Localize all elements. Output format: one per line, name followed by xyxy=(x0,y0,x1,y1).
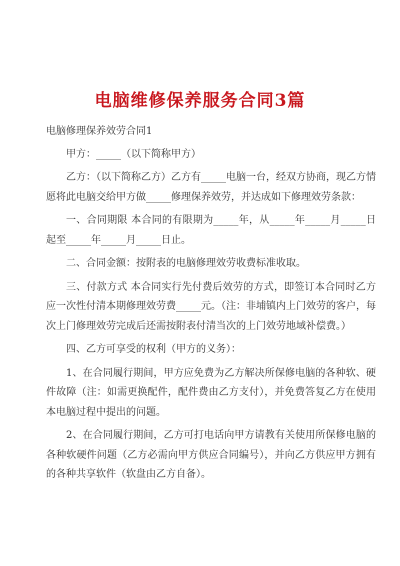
contract-heading: 电脑修理保养效劳合同1 xyxy=(46,126,153,137)
clause-rights-heading: 四、乙方可享受的权利（甲方的义务）： xyxy=(66,344,241,355)
party-b-paragraph: 乙方：（以下简称乙方）乙方有_____电脑一台，经双方协商，现乙方情愿将此电脑交给甲方做_____修理保养效劳，并达成如下修理效劳条款： xyxy=(46,172,376,203)
document-body xyxy=(46,122,376,489)
clause-term: 一、合同期限 本合同的有限期为_____年，从_____年_____月_____日起至_____年_____月_____日止。 xyxy=(46,215,376,246)
clause-rights-item-1: 1、在合同履行期间，甲方应免费为乙方解决所保修电脑的各种软、硬件故障（注：如需更换配件，配件费由乙方支付），并免费答复乙方在使用本电脑过程中提出的问题。 xyxy=(46,367,376,418)
clause-rights-item-2: 2、在合同履行期间，乙方可打电话向甲方请教有关使用所保修电脑的各种软硬件问题（乙方必需向甲方供应合同编号），并向乙方供应甲方拥有的各种共享软件（软盘由乙方自备）。 xyxy=(46,430,376,480)
party-a-line: 甲方：_____（以下简称甲方） xyxy=(66,148,201,160)
clause-amount: 二、合同金额：按附表的电脑修理效劳收费标准收取。 xyxy=(66,258,306,269)
clause-payment: 三、付款方式 本合同实行先付费后效劳的方式，即签订本合同时乙方应一次性付清本期修理效劳费_____元。（注：非埔镇内上门效劳的客户，每次上门修理效劳完成后还需按附表付清当次的上门效劳地域补偿费。） xyxy=(46,281,376,332)
document-title: 电脑维修保养服务合同3篇 xyxy=(94,91,306,111)
